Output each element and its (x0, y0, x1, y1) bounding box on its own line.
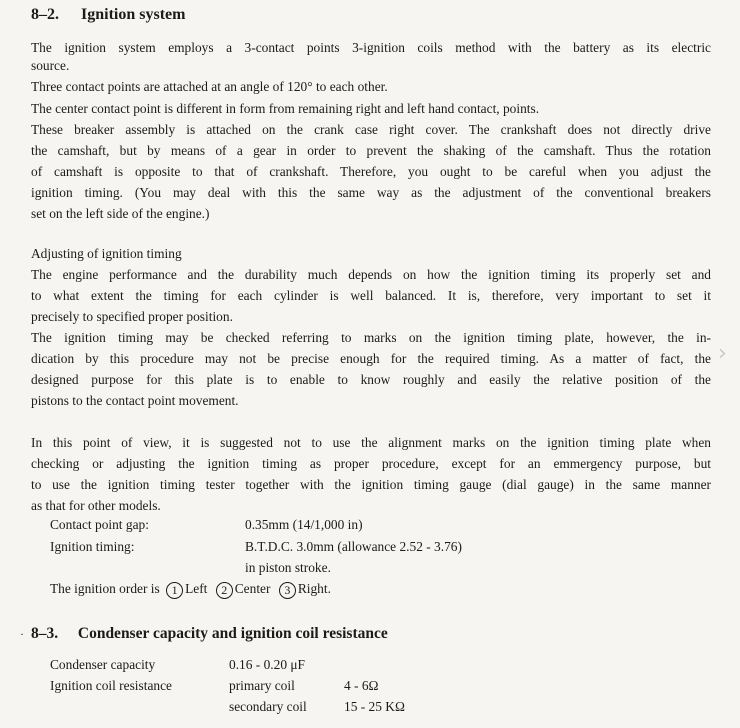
body-line: The ignition system employs a 3-contact points 3-ignition coils method with the battery as its electric (31, 40, 711, 55)
body-line: source. (31, 58, 70, 73)
body-line: set on the left side of the engine.) (31, 206, 210, 221)
condenser-capacity-value: 0.16 - 0.20 μF (229, 657, 305, 672)
ignition-timing-label: Ignition timing: (50, 539, 135, 554)
ignition-order-label: Left (185, 581, 208, 596)
subheading-adjusting: Adjusting of ignition timing (31, 246, 182, 261)
body-line: to what extent the timing for each cylinder is well balanced. It is, therefore, very important to set it (31, 288, 711, 303)
section-heading-8-3 (31, 625, 388, 643)
section-number: 8–3. (31, 625, 59, 642)
section-number: 8–2. (31, 6, 59, 23)
ignition-coil-resistance-label: Ignition coil resistance (50, 678, 172, 693)
bullet-dot: · (20, 627, 24, 641)
body-line: checking or adjusting the ignition timing as proper procedure, except for an emmergency purpose, but (31, 456, 711, 471)
ignition-order-label: Center (234, 581, 271, 596)
body-line: as that for other models. (31, 498, 161, 513)
ignition-timing-value: B.T.D.C. 3.0mm (allowance 2.52 - 3.76) (245, 539, 462, 554)
contact-gap-label: Contact point gap: (50, 517, 149, 532)
ignition-order-label: Right. (297, 581, 331, 596)
body-line: The ignition timing may be checked referring to marks on the ignition timing plate, however, the in- (31, 330, 711, 345)
circled-number: 3 (279, 582, 296, 599)
ignition-timing-value-2: in piston stroke. (245, 560, 331, 575)
ignition-order-prefix: The ignition order is (50, 581, 160, 596)
body-line: ignition timing. (You may deal with this the same way as the adjustment of the conventional breakers (31, 185, 711, 200)
body-line: The center contact point is different in form from remaining right and left hand contact, points. (31, 101, 540, 116)
primary-coil-label: primary coil (229, 678, 295, 693)
body-line: of camshaft is opposite to that of crankshaft. Therefore, you ought to be careful when you adjust the (31, 164, 711, 179)
body-line: pistons to the contact point movement. (31, 393, 239, 408)
body-line: The engine performance and the durability much depends on how the ignition timing its properly set and (31, 267, 711, 282)
secondary-coil-value: 15 - 25 KΩ (344, 699, 405, 714)
body-line: designed purpose for this plate is to enable to know roughly and easily the relative position of the (31, 372, 711, 387)
body-line: These breaker assembly is attached on the crank case right cover. The crankshaft does not directly drive (31, 122, 711, 137)
body-line: precisely to specified proper position. (31, 309, 233, 324)
condenser-capacity-label: Condenser capacity (50, 657, 156, 672)
ignition-order-item (163, 581, 207, 596)
body-line: to use the ignition timing tester together with the ignition timing gauge (dial gauge) in the same manner (31, 477, 711, 492)
body-line: the camshaft, but by means of a gear in order to prevent the shaking of the camshaft. Thus the rotation (31, 143, 711, 158)
ignition-order (50, 581, 333, 599)
chevron-right-icon: › (718, 341, 727, 366)
ignition-order-item (276, 581, 331, 596)
section-heading-8-2 (31, 6, 185, 24)
body-line: In this point of view, it is suggested not to use the alignment marks on the ignition timing plate when (31, 435, 711, 450)
body-line: dication by this procedure may not be precise enough for the required timing. As a matter of fact, the (31, 351, 711, 366)
contact-gap-value: 0.35mm (14/1,000 in) (245, 517, 363, 532)
section-title: Ignition system (81, 6, 186, 23)
secondary-coil-label: secondary coil (229, 699, 307, 714)
circled-number: 1 (166, 582, 183, 599)
primary-coil-value: 4 - 6Ω (344, 678, 379, 693)
ignition-order-item (213, 581, 271, 596)
circled-number: 2 (216, 582, 233, 599)
section-title: Condenser capacity and ignition coil resistance (77, 625, 388, 642)
body-line: Three contact points are attached at an angle of 120° to each other. (31, 79, 388, 94)
